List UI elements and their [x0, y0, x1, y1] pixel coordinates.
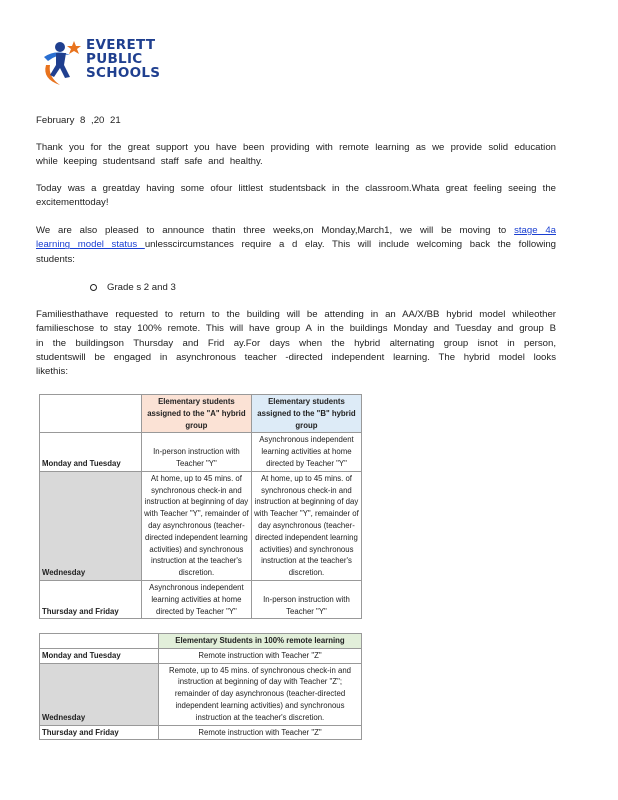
- table-cell: At home, up to 45 mins. of synchronous check-in and instruction at beginning of day with Teacher "Y", remainder of day asynchronous (teacher-directed independent learning activities) and synchronous instruction at the teacher's discretion.: [251, 471, 361, 580]
- remote-learning-table: [39, 633, 362, 740]
- logo-line-3: SCHOOLS: [86, 65, 161, 81]
- header-remote: Elementary Students in 100% remote learning: [159, 634, 362, 649]
- circle-bullet-icon: [90, 284, 97, 291]
- paragraph-thanks: Thank you for the great support you have been providing with remote learning as we provide solid education while keeping studentsand staff safe and healthy.: [36, 142, 556, 168]
- grades-bullet: [90, 282, 176, 293]
- paragraph-announcement: [36, 224, 556, 267]
- header-group-a: Elementary students assigned to the "A" hybrid group: [141, 395, 251, 433]
- table-row: [40, 395, 362, 433]
- paragraph-today: Today was a greatday having some ofour littlest studentsback in the classroom.Whata great feeling seeing the excitementtoday!: [36, 183, 556, 209]
- hybrid-model-table: [39, 394, 362, 619]
- table-cell: At home, up to 45 mins. of synchronous check-in and instruction at beginning of day with Teacher "Y", remainder of day asynchronous (teacher-directed independent learning activities) and synchronous instruction at the teacher's discretion.: [141, 471, 251, 580]
- row-label: Monday and Tuesday: [40, 648, 159, 663]
- empty-header-cell: [40, 395, 142, 433]
- letter-date: February 8 ,20 21: [36, 115, 121, 126]
- empty-header-cell: [40, 634, 159, 649]
- logo-line-2: PUBLIC: [86, 51, 143, 67]
- announcement-text-2: unlesscircumstances require a d elay. This will include welcoming back the following students:: [36, 239, 556, 265]
- logo-line-1: EVERETT: [86, 37, 156, 53]
- row-label: Monday and Tuesday: [40, 433, 142, 471]
- table-row: [40, 663, 362, 725]
- table-cell: In-person instruction with Teacher "Y": [141, 433, 251, 471]
- row-label: Wednesday: [40, 471, 142, 580]
- table-row: [40, 648, 362, 663]
- announcement-text-1: We are also pleased to announce thatin three weeks,on Monday,March1, we will be moving to: [36, 225, 507, 236]
- table-row: [40, 725, 362, 740]
- row-label: Thursday and Friday: [40, 725, 159, 740]
- row-label: Thursday and Friday: [40, 580, 142, 618]
- table-row: [40, 580, 362, 618]
- table-row: [40, 634, 362, 649]
- table-cell: Remote instruction with Teacher "Z": [159, 725, 362, 740]
- runner-star-icon: [38, 35, 88, 91]
- paragraph-hybrid: Familiesthathave requested to return to the building will be attending in an AA/X/BB hybrid model whileother familieschose to stay 100% remote. This will have group A in the buildings Monday and Tuesday and group B in the buildingson Thursday and Frid ay.For days when the hybrid alternating group isnot in person, studentswill be engaged in asynchronous teacher -directed independent learning. The hybrid model looks likethis:: [36, 309, 556, 378]
- grades-text: Grade s 2 and 3: [107, 282, 176, 293]
- table-row: [40, 471, 362, 580]
- header-group-b: Elementary students assigned to the "B" hybrid group: [251, 395, 361, 433]
- table-cell: Remote, up to 45 mins. of synchronous check-in and instruction at beginning of day with Teacher "Z"; remainder of day asynchronous (teacher-directed independent learning activities) and synchronous instruction at the teacher's discretion.: [159, 663, 362, 725]
- table-cell: In-person instruction with Teacher "Y": [251, 580, 361, 618]
- district-logo: [38, 35, 178, 93]
- table-row: [40, 433, 362, 471]
- row-label: Wednesday: [40, 663, 159, 725]
- table-cell: Asynchronous independent learning activities at home directed by Teacher "Y": [141, 580, 251, 618]
- table-cell: Asynchronous independent learning activities at home directed by Teacher "Y": [251, 433, 361, 471]
- table-cell: Remote instruction with Teacher "Z": [159, 648, 362, 663]
- stage-4a-link[interactable]: stage 4a learning model status: [36, 225, 556, 251]
